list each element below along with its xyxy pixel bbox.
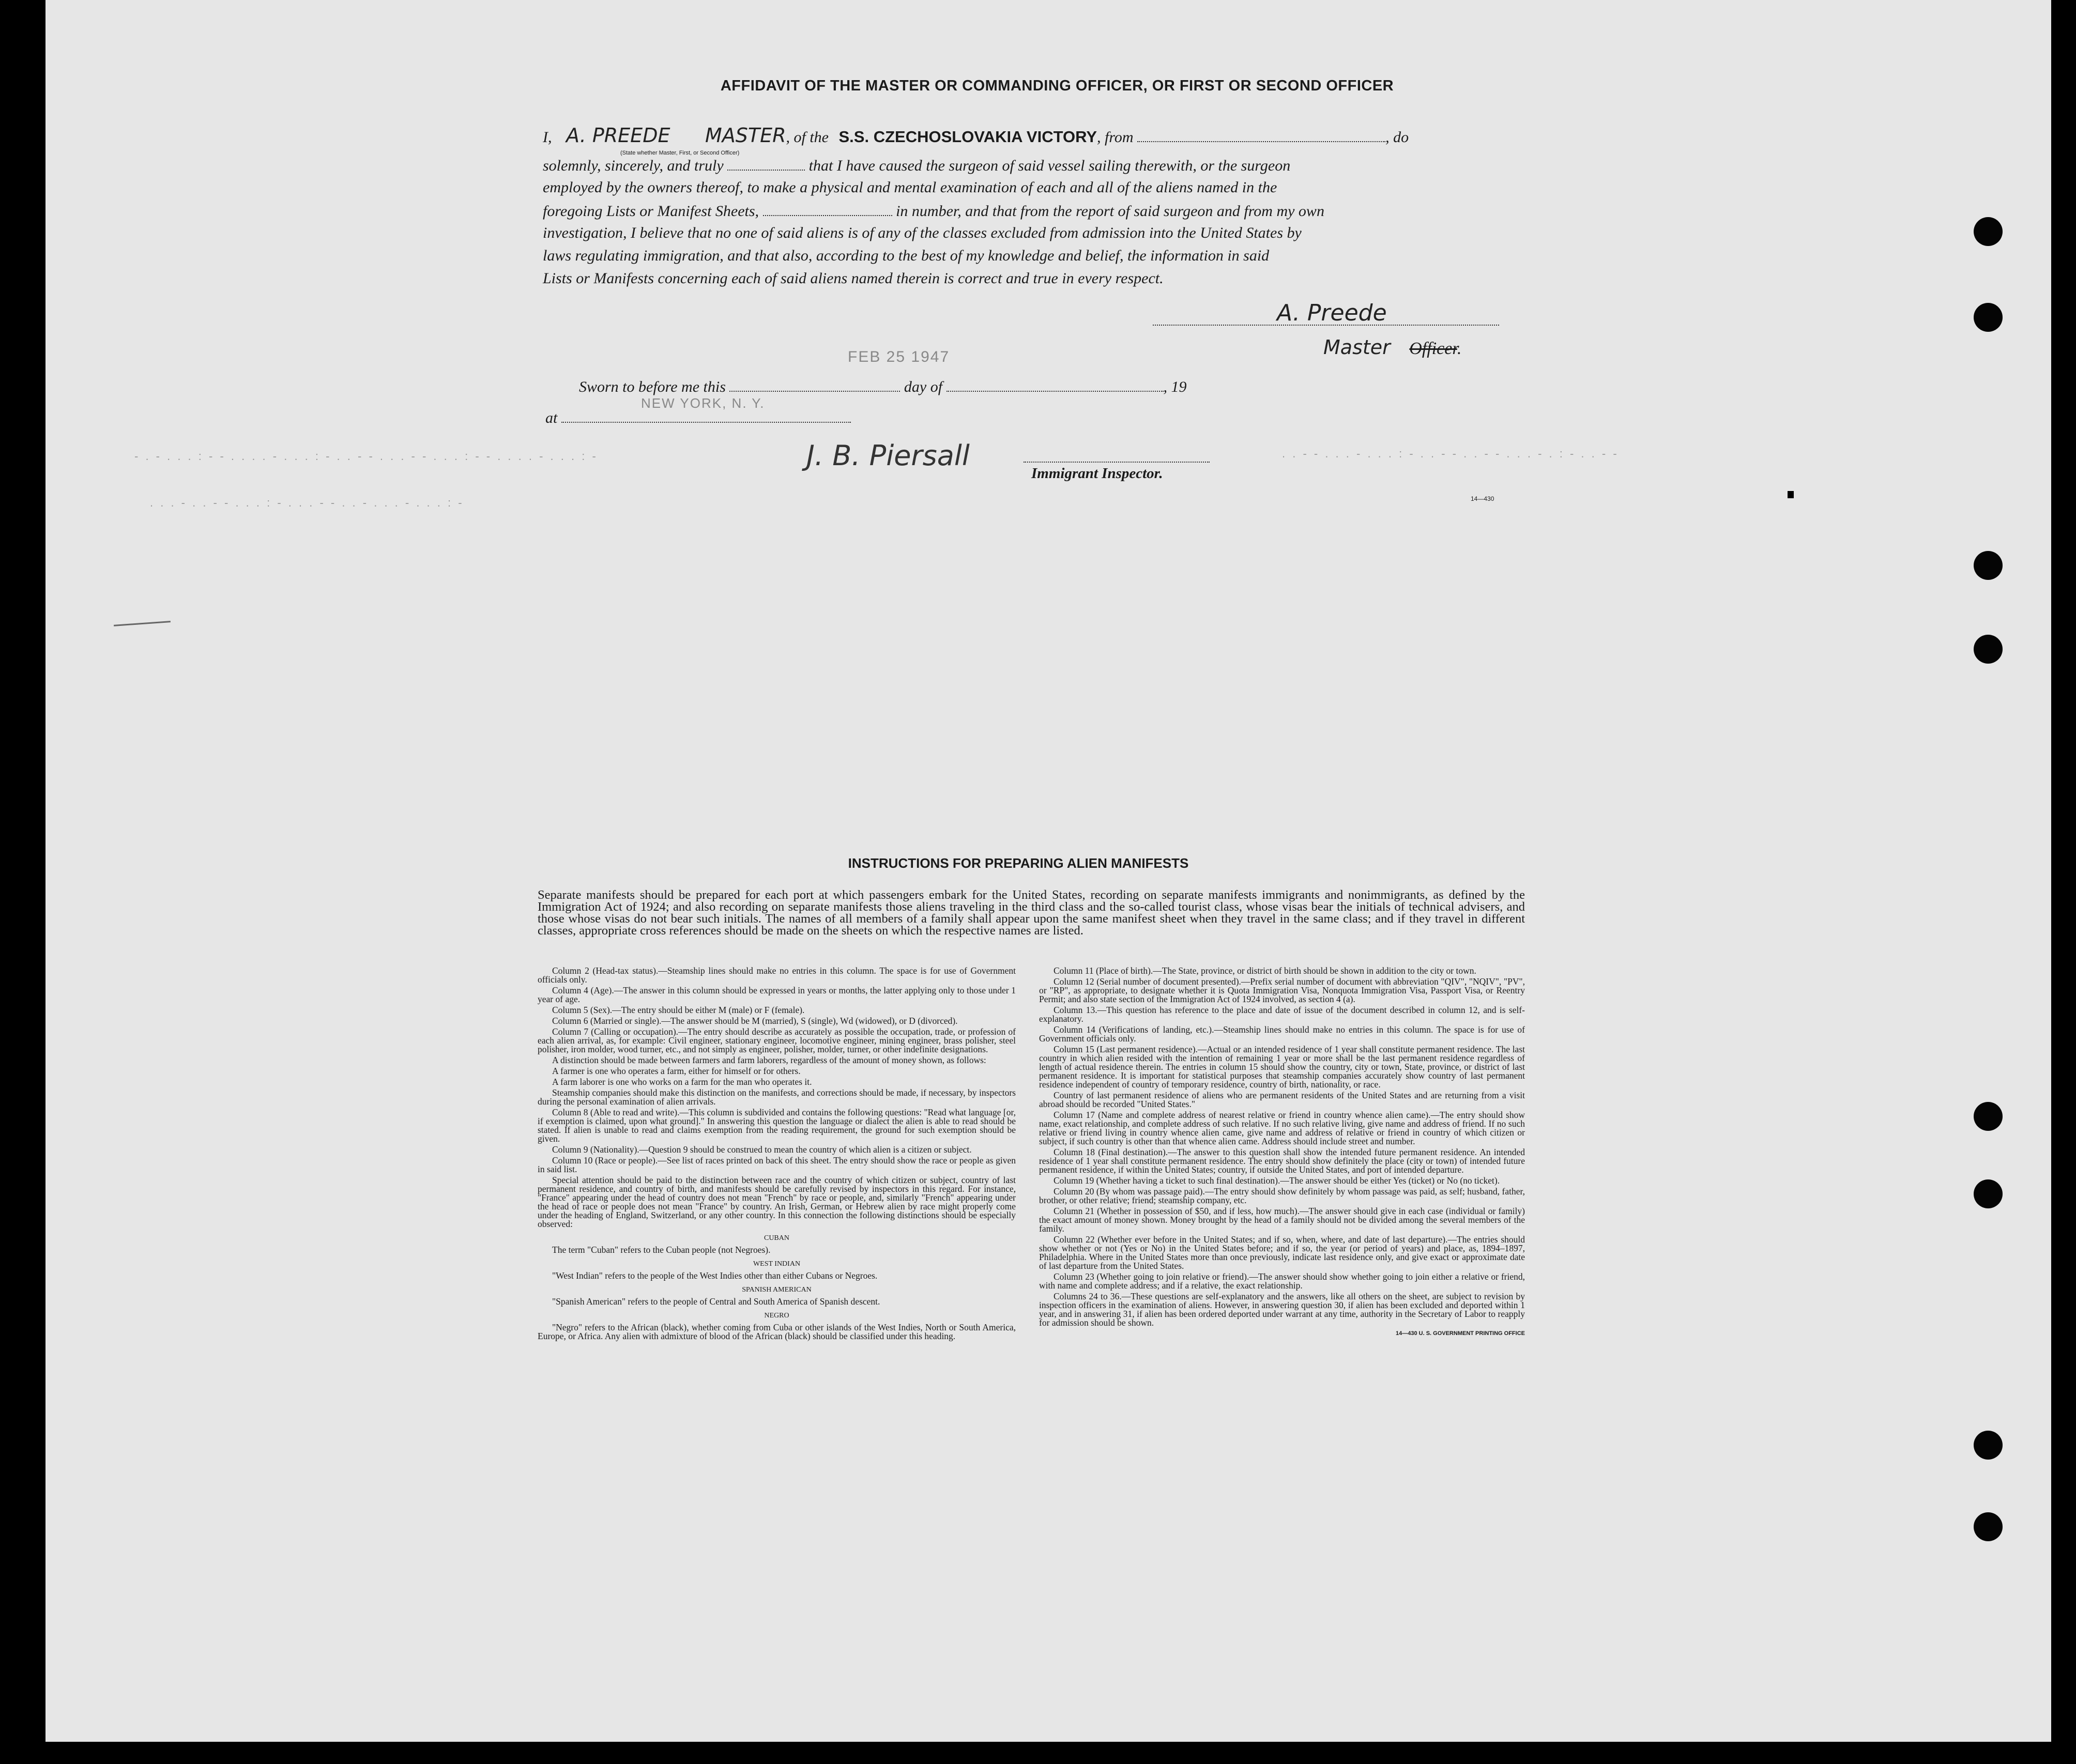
instructions-intro: Separate manifests should be prepared for each port at which passengers embark for the United States, recording on separate manifests immigrants and nonimmigrants, as defined by the Immigration Act of 1924; and also recording on separate manifests those aliens traveling in the third class and the so-called tourist class, whose visas bear the initials of technical advisers, and those whose visas do not bear such initials. The names of all members of a family shall appear upon the same manifest sheet when they travel in the same class; and if they travel in different classes, appropriate cross references should be made on the sheets on which the respective names are listed.: [538, 888, 1525, 938]
definition-cuban: The term "Cuban" refers to the Cuban people (not Negroes).: [552, 1245, 771, 1255]
instruction-paragraph: Column 14 (Verifications of landing, etc.).—Steamship lines should make no entries in this column. The space is for use of Government officials only.: [1039, 1024, 1525, 1044]
number-blank: [763, 202, 892, 216]
heading-west-indian: WEST INDIAN: [753, 1260, 801, 1268]
at-text: at: [545, 409, 558, 426]
sworn-text: Sworn to before me this: [579, 378, 726, 395]
affidavit-text-4a: foregoing Lists or Manifest Sheets,: [543, 203, 759, 220]
officer-struck: Officer: [1409, 339, 1457, 358]
master-name: A. PREEDE: [566, 124, 670, 147]
affidavit-line-4: [543, 202, 1540, 220]
instruction-paragraph: Column 11 (Place of birth).—The State, province, or district of birth should be shown in addition to the city or town.: [1054, 965, 1476, 976]
affidavit-text-2b: that I have caused the surgeon of said vessel sailing therewith, or the surgeon: [808, 157, 1291, 174]
definition-west-indian: "West Indian" refers to the people of the West Indies other than either Cubans or Negroes.: [552, 1270, 878, 1281]
inspector-label: Immigrant Inspector.: [1031, 465, 1163, 482]
place-stamp: NEW YORK, N. Y.: [641, 395, 765, 411]
bleed-through-marks-right: . . - - . . . - . . . : - . . - - . . - - . . . - . : - . . - -: [1282, 447, 1619, 460]
heading-spanish-american: SPANISH AMERICAN: [742, 1286, 812, 1294]
instruction-paragraph: Column 8 (Able to read and write).—This column is subdivided and contains the following questions: "Read what language [or, if exemption is claimed, upon what ground]." In answering this question the language or dialect the alien is able to read should be stated. If alien is unable to read and claims exemption from the reading requirement, the ground for such exemption should be given.: [538, 1107, 1016, 1144]
punch-hole: [1974, 217, 2003, 246]
at-line: [545, 408, 1543, 427]
affidavit-line-3: employed by the owners thereof, to make a physical and mental examination of each and all of the aliens named in the: [543, 179, 1277, 196]
title-handwritten: Master: [1323, 336, 1391, 359]
punch-hole: [1974, 635, 2003, 664]
master-signature: A. Preede: [1277, 300, 1387, 326]
do-text: , do: [1385, 129, 1409, 146]
affidavit-i: I,: [543, 129, 552, 146]
instruction-paragraph: A distinction should be made between farmers and farm laborers, regardless of the amount of money shown, as follows:: [552, 1055, 986, 1065]
instruction-paragraph: Columns 24 to 36.—These questions are self-explanatory and the answers, like all others on the sheet, are subject to revision by inspection officers in the examination of aliens. However, in answering question 30, if alien has been excluded and deported within 1 year, and in answering 31, if alien has been ordered deported under warrant at any time, authority in the Secretary of Labor to reapply for admission should be shown.: [1039, 1291, 1525, 1328]
instruction-paragraph: Column 10 (Race or people).—See list of races printed on back of this sheet. The entry should show the race or people as given in said list.: [538, 1155, 1016, 1174]
instruction-paragraph: Special attention should be paid to the distinction between race and the country of which citizen or subject, country of last permanent residence, and country of birth, and manifests should be carefully revised by inspectors in this regard. For instance, "France" appearing under the head of country does not mean "French" by race or people, and, similarly "French" appearing under the head of race or people does not mean "France" by country. An Irish, German, or Hebrew alien by race might properly come under the heading of England, Switzerland, or any other country. In this connection the following distinctions should be especially observed:: [538, 1175, 1016, 1229]
instruction-paragraph: Column 5 (Sex).—The entry should be either M (male) or F (female).: [552, 1005, 805, 1015]
ship-name: S.S. CZECHOSLOVAKIA VICTORY: [838, 128, 1097, 146]
instruction-paragraph: Column 12 (Serial number of document presented).—Prefix serial number of document with abbreviation "QIV", "NQIV", "PV", or "RP", as appropriate, to designate whether it is Quota Immigration Visa, Nonquota Immigration Visa, Passport Visa, or Reentry Permit; and also state section of the Immigration Act of 1924 involved, as section 4 (a).: [1039, 976, 1525, 1004]
instruction-paragraph: Column 21 (Whether in possession of $50, and if less, how much).—The answer should give in each case (individual or family) the exact amount of money shown. Money brought by the head of a family should not be divided among the several members of the family.: [1039, 1206, 1525, 1234]
ink-dot: [1788, 491, 1794, 498]
bleed-through-marks-2: . . . - . . - - . . . : - . . . - - . . - . . . - . . . : -: [150, 496, 464, 509]
punch-hole: [1974, 303, 2003, 332]
affidavit-line-2: [543, 156, 1540, 175]
instruction-paragraph: A farmer is one who operates a farm, either for himself or for others.: [552, 1066, 801, 1076]
affidavit-title: AFFIDAVIT OF THE MASTER OR COMMANDING OFFICER, OR FIRST OR SECOND OFFICER: [720, 78, 1394, 94]
officer-period: .: [1457, 339, 1462, 358]
instruction-paragraph: Column 15 (Last permanent residence).—Actual or an intended residence of 1 year shall constitute permanent residence. The last country in which alien resided with the intention of remaining 1 year or more shall be the last permanent residence regardless of length of actual residence therein. The entries in column 15 should show the country, city or town, State, province, or district of last permanent residence. It is important for statistical purposes that steamship companies accurately show country of last permanent residence independent of country of temporary residence, country of birth, nationality, or race.: [1039, 1044, 1525, 1090]
punch-hole: [1974, 1512, 2003, 1541]
sworn-blank: [727, 156, 805, 171]
punch-hole: [1974, 551, 2003, 580]
affidavit-line-5: investigation, I believe that no one of said aliens is of any of the classes excluded from admission into the United States by: [543, 224, 1302, 241]
instruction-paragraph: Country of last permanent residence of aliens who are permanent residents of the United States and are returning from a visit abroad should be recorded "United States.": [1039, 1090, 1525, 1109]
affidavit-line-6: laws regulating immigration, and that also, according to the best of my knowledge and belief, the information in said: [543, 247, 1270, 264]
affidavit-text-2a: solemnly, sincerely, and truly: [543, 157, 724, 174]
printing-office-footer: 14—430 U. S. GOVERNMENT PRINTING OFFICE: [1396, 1330, 1525, 1337]
heading-cuban: CUBAN: [764, 1234, 789, 1242]
instruction-paragraph: Column 2 (Head-tax status).—Steamship lines should make no entries in this column. The space is for use of Government officials only.: [538, 965, 1016, 985]
punch-hole: [1974, 1431, 2003, 1460]
punch-hole: [1974, 1179, 2003, 1208]
instructions-left-column: [538, 967, 1016, 1343]
instruction-paragraph: Column 6 (Married or single).—The answer should be M (married), S (single), Wd (widowed), or D (divorced).: [552, 1016, 958, 1026]
form-number: 14—430: [1471, 495, 1494, 502]
date-stamp: FEB 25 1947: [848, 348, 950, 365]
instruction-paragraph: Steamship companies should make this distinction on the manifests, and corrections should be made, if necessary, by inspectors during the personal examination of alien arrivals.: [538, 1087, 1016, 1107]
definition-negro: "Negro" refers to the African (black), whether coming from Cuba or other islands of the West Indies, North or South America, Europe, or Africa. Any alien with admixture of blood of the African (black) should be classified under this heading.: [538, 1322, 1016, 1341]
affidavit-line-1: [543, 124, 1540, 147]
inspector-line: [1024, 462, 1210, 463]
place-blank: [561, 408, 851, 423]
instruction-paragraph: Column 4 (Age).—The answer in this column should be expressed in years or months, the latter applying only to those under 1 year of age.: [538, 985, 1016, 1004]
instruction-paragraph: Column 17 (Name and complete address of nearest relative or friend in country whence alien came).—The entry should show name, exact relationship, and complete address of such relative. If no such relative living, give name and address of friend. If no such relative or friend living in country whence alien came, give name and address of relative or friend in country of which citizen or subject, if such country is other than that whence alien came. Address should include street and number.: [1039, 1110, 1525, 1146]
instruction-paragraph: Column 23 (Whether going to join relative or friend).—The answer should show whether going to join either a relative or friend, with name and complete address; and if a relative, the exact relationship.: [1039, 1271, 1525, 1291]
instructions-title: INSTRUCTIONS FOR PREPARING ALIEN MANIFESTS: [848, 855, 1189, 871]
affidavit-text-4b: in number, and that from the report of said surgeon and from my own: [896, 203, 1324, 220]
port-blank: [1137, 128, 1385, 142]
instruction-paragraph: A farm laborer is one who works on a farm for the man who operates it.: [552, 1077, 812, 1087]
instruction-paragraph: Column 18 (Final destination).—The answer to this question shall show the intended future permanent residence. An intended residence of 1 year shall constitute permanent residence. The entry should show definitely the place (city or town) of intended future permanent residence, if within the United States; country, if outside the United States, and port of intended departure.: [1039, 1147, 1525, 1175]
inspector-signature: J. B. Piersall: [806, 439, 970, 472]
instructions-right-column: [1039, 967, 1525, 1340]
punch-hole: [1974, 1102, 2003, 1131]
bleed-through-marks: - . - . . . : - - . . . . - . . . : - . . - - . . . - - . . . : - - . . . . - . . . : -: [134, 450, 598, 463]
sworn-line: [579, 377, 1577, 396]
from-text: , from: [1097, 129, 1134, 146]
instruction-paragraph: Column 9 (Nationality).—Question 9 should be construed to mean the country of which alien is a citizen or subject.: [552, 1144, 972, 1155]
day-of-text: day of: [904, 378, 943, 395]
affidavit-line-7: Lists or Manifests concerning each of said aliens named therein is correct and true in every respect.: [543, 270, 1164, 287]
day-blank: [729, 377, 900, 392]
instruction-paragraph: Column 22 (Whether ever before in the United States; and if so, when, where, and date of last departure).—The entries should show whether or not (Yes or No) in the United States before; and if so, the year (or period of years) and place, as, 1894–1897, Philadelphia. Where in the United States more than once previously, indicate last residence only, and give exact or approximate date of last departure from the United States.: [1039, 1234, 1525, 1271]
master-rank: MASTER: [705, 124, 786, 147]
heading-negro: NEGRO: [764, 1312, 789, 1320]
rank-note: (State whether Master, First, or Second Officer): [620, 150, 740, 156]
instruction-paragraph: Column 13.—This question has reference to the place and date of issue of the document described in column 12, and is self-explanatory.: [1039, 1005, 1525, 1024]
year-text: , 19: [1163, 378, 1187, 395]
instruction-paragraph: Column 20 (By whom was passage paid).—The entry should show definitely by whom passage was paid, as self; husband, father, brother, or other relative; friend; steamship company, etc.: [1039, 1186, 1525, 1205]
definition-spanish-american: "Spanish American" refers to the people of Central and South America of Spanish descent.: [552, 1296, 880, 1307]
of-the-text: , of the: [786, 129, 829, 146]
instruction-paragraph: Column 19 (Whether having a ticket to such final destination).—The answer should be either Yes (ticket) or No (no ticket).: [1054, 1175, 1500, 1186]
instruction-paragraph: Column 7 (Calling or occupation).—The entry should describe as accurately as possible the occupation, trade, or profession of each alien arrival, as, for example: Civil engineer, stationary engineer, locomotive engineer, mining engineer, brass polisher, steel polisher, iron molder, wood turner, etc., and not simply as engineer, polisher, molder, turner, or other indefinite designations.: [538, 1026, 1016, 1054]
month-blank: [947, 377, 1164, 392]
signature-title: [1323, 336, 1461, 359]
